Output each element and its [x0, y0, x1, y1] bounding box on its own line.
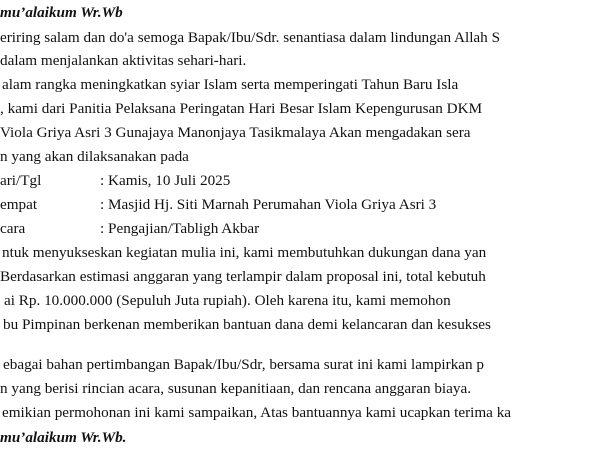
detail-value: : Pengajian/Tabligh Akbar [100, 220, 260, 237]
greeting-line-2: dalam menjalankan aktivitas sehari-hari. [0, 52, 247, 69]
detail-label: cara [0, 220, 26, 237]
detail-row-date [0, 173, 230, 188]
funding-line-2: Berdasarkan estimasi anggaran yang terlampir dalam proposal ini, total kebutuh [0, 268, 486, 285]
purpose-line-3: Viola Griya Asri 3 Gunajaya Manonjaya Tasikmalaya Akan mengadakan sera [0, 124, 471, 141]
detail-row-event [0, 221, 259, 236]
closing-line: emikian permohonan ini kami sampaikan, Atas bantuannya kami ucapkan terima ka [2, 404, 512, 421]
detail-label: empat [0, 196, 38, 213]
attachment-line-1: ebagai bahan pertimbangan Bapak/Ibu/Sdr, bersama surat ini kami lampirkan p [3, 356, 485, 373]
funding-line-1: ntuk menyukseskan kegiatan mulia ini, kami membutuhkan dukungan dana yan [2, 244, 487, 261]
purpose-line-2: , kami dari Panitia Pelaksana Peringatan Hari Besar Islam Kepengurusan DKM [0, 100, 483, 117]
attachment-line-2: n yang berisi rincian acara, susunan kepanitiaan, dan rencana anggaran biaya. [0, 380, 472, 397]
purpose-line-4: n yang akan dilaksanakan pada [0, 148, 189, 165]
closing-salutation: mu’alaikum Wr.Wb. [0, 429, 127, 446]
detail-label: ari/Tgl [0, 172, 42, 189]
funding-line-3: ai Rp. 10.000.000 (Sepuluh Juta rupiah). Oleh karena itu, kami memohon [4, 292, 451, 309]
funding-line-4: bu Pimpinan berkenan memberikan bantuan dana demi kelancaran dan kesukses [3, 316, 491, 333]
greeting-line-1: eriring salam dan do'a semoga Bapak/Ibu/Sdr. senantiasa dalam lindungan Allah S [0, 29, 501, 46]
detail-row-place [0, 197, 436, 212]
detail-value: : Masjid Hj. Siti Marnah Perumahan Viola Griya Asri 3 [100, 196, 437, 213]
detail-value: : Kamis, 10 Juli 2025 [100, 172, 231, 189]
purpose-line-1: alam rangka meningkatkan syiar Islam serta memperingati Tahun Baru Isla [2, 76, 459, 93]
opening-salutation: mu’alaikum Wr.Wb [0, 4, 123, 21]
